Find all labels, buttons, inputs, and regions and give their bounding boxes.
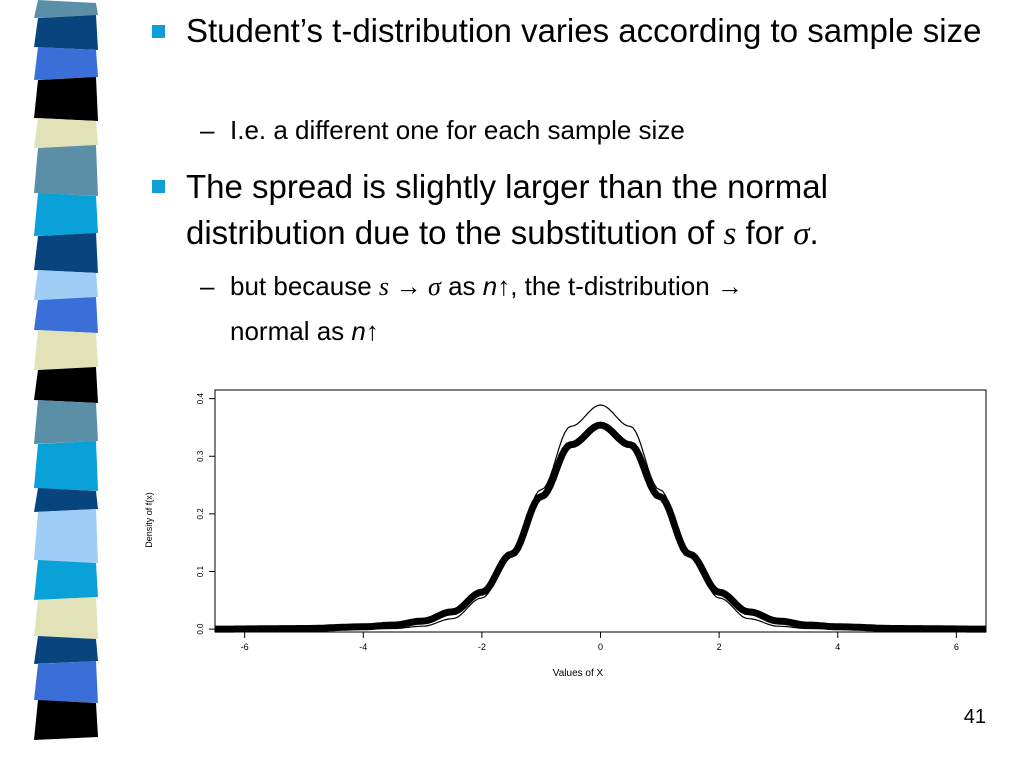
arrow-up-icon: ↑: [365, 316, 379, 346]
x-tick-label: -4: [359, 642, 368, 652]
stripe-band: [34, 233, 98, 273]
symbol-n: n: [351, 316, 366, 346]
stripe-band: [34, 488, 98, 512]
sub-line2-pre: normal as: [230, 316, 352, 346]
sub-mid: , the t-distribution: [510, 271, 717, 301]
arrow-right-icon: →: [389, 272, 429, 301]
stripe-band: [34, 270, 98, 300]
x-axis-label: Values of X: [552, 668, 604, 679]
bullet-1-subpoint: [200, 108, 980, 152]
bullet-2-text: [186, 164, 986, 257]
stripe-band: [34, 330, 98, 370]
dash: –: [200, 271, 215, 301]
bullet-2-mid: for: [736, 214, 794, 251]
arrow-up-icon: ↑: [497, 271, 511, 301]
y-tick-label: 0.0: [196, 623, 205, 635]
stripe-band: [34, 560, 98, 600]
symbol-sigma: σ: [428, 272, 441, 301]
y-tick-label: 0.3: [196, 450, 205, 462]
sub-pre: but because: [230, 271, 379, 301]
stripe-band: [34, 597, 98, 639]
stripe-band: [34, 297, 98, 333]
stripe-band: [34, 193, 98, 236]
stripe-band: [34, 636, 98, 664]
bullet-2-pre: The spread is slightly larger than the normal distribution due to the substitution of: [186, 168, 828, 251]
y-tick-label: 0.2: [196, 508, 205, 520]
symbol-s: s: [378, 272, 390, 301]
bullet-2-end: .: [809, 214, 819, 251]
stripe-band: [34, 118, 98, 148]
stripe-band: [34, 15, 98, 50]
bullet-1-text: Student’s t-distribution varies according to sample size: [186, 12, 982, 49]
symbol-s: s: [723, 216, 737, 252]
t-distribution-curve: [215, 425, 986, 629]
x-tick-label: 0: [597, 642, 604, 652]
x-tick-label: -6: [240, 642, 249, 652]
density-chart: [140, 380, 1000, 690]
normal-distribution-curve: [215, 405, 986, 629]
x-tick-label: 2: [716, 642, 722, 652]
stripe-band: [34, 145, 98, 196]
bullet-square-icon: [152, 25, 165, 38]
x-tick-label: 4: [835, 642, 841, 652]
y-axis-label: Density of f(x): [144, 492, 154, 548]
stripe-band: [34, 509, 98, 563]
stripe-band: [34, 47, 98, 80]
stripe-band: [34, 367, 98, 403]
x-tick-label: -2: [477, 642, 486, 652]
dash: –: [200, 115, 215, 145]
y-tick-label: 0.4: [196, 393, 205, 405]
symbol-n: n: [482, 271, 498, 301]
decorative-left-stripe: [0, 0, 118, 768]
symbol-sigma: σ: [793, 216, 810, 252]
slide-number: 41: [963, 706, 986, 728]
stripe-band: [34, 700, 98, 740]
bullet-2-subpoint: [200, 264, 980, 353]
sub-as: as: [440, 271, 483, 301]
stripe-band: [34, 441, 98, 491]
y-tick-label: 0.1: [196, 565, 205, 578]
x-tick-label: 6: [953, 642, 959, 652]
bullet-1-sub-text: I.e. a different one for each sample size: [230, 115, 685, 145]
arrow-right-icon: →: [716, 271, 743, 301]
stripe-band: [34, 77, 98, 121]
stripe-band: [34, 400, 98, 444]
bullet-square-icon: [152, 180, 165, 193]
stripe-band: [34, 661, 98, 703]
stripe-band: [34, 0, 98, 18]
